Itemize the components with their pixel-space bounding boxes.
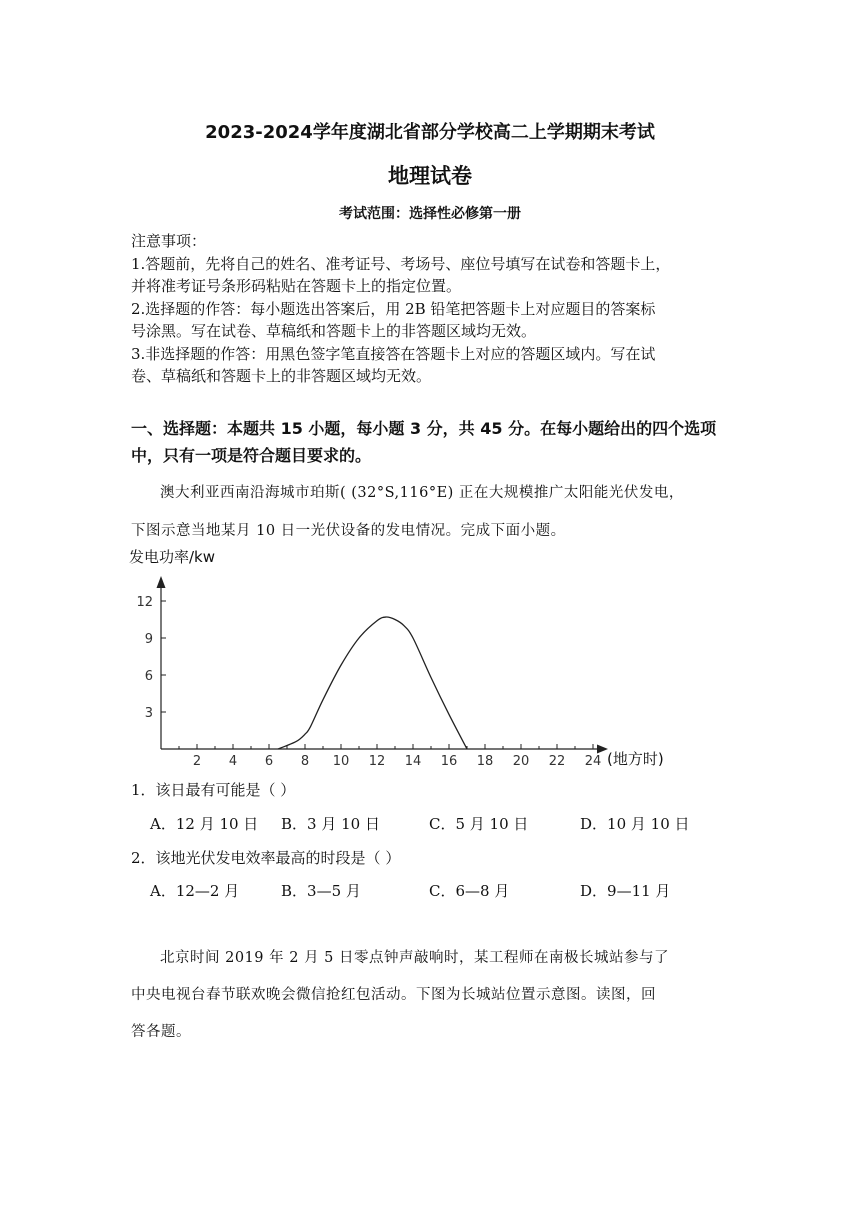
section-heading-cont: 中，只有一项是符合题目要求的。 bbox=[131, 446, 372, 465]
x-tick-label: 2 bbox=[192, 754, 202, 769]
power-chart bbox=[120, 540, 700, 780]
question-1-option-c: C．5 月 10 日 bbox=[429, 815, 529, 833]
x-tick-label: 4 bbox=[228, 754, 238, 769]
y-tick-label: 12 bbox=[136, 595, 153, 611]
notes-line: 卷、草稿纸和答题卡上的非答题区域均无效。 bbox=[131, 367, 432, 385]
question-2-option-a: A．12—2 月 bbox=[150, 882, 240, 900]
exam-title: 2023-2024学年度湖北省部分学校高二上学期期末考试 bbox=[205, 122, 655, 143]
x-tick-label: 18 bbox=[476, 754, 494, 769]
x-tick-label: 10 bbox=[332, 754, 350, 769]
question-2-option-b: B．3—5 月 bbox=[281, 882, 361, 900]
power-curve bbox=[278, 617, 467, 749]
question-1-option-b: B．3 月 10 日 bbox=[281, 815, 380, 833]
x-tick-label: 20 bbox=[512, 754, 530, 769]
passage-line: 下图示意当地某月 10 日一光伏设备的发电情况。完成下面小题。 bbox=[131, 523, 566, 539]
x-tick-label: 6 bbox=[264, 754, 274, 769]
question-1-option-d: D．10 月 10 日 bbox=[580, 815, 690, 833]
question-2-option-d: D．9—11 月 bbox=[580, 882, 671, 900]
y-tick-label: 6 bbox=[144, 669, 153, 685]
notes-line: 并将准考证号条形码粘贴在答题卡上的指定位置。 bbox=[131, 277, 462, 295]
x-tick-label: 24 bbox=[584, 754, 602, 769]
subject-title: 地理试卷 bbox=[388, 164, 472, 188]
notes-heading: 注意事项： bbox=[131, 232, 207, 250]
passage-2-line: 北京时间 2019 年 2 月 5 日零点钟声敲响时，某工程师在南极长城站参与了 bbox=[160, 950, 670, 966]
notes-line: 3.非选择题的作答：用黑色签字笔直接答在答题卡上对应的答题区域内。写在试 bbox=[131, 345, 656, 363]
question-1-stem: 1．该日最有可能是（ ） bbox=[131, 781, 296, 799]
x-tick-label: 22 bbox=[548, 754, 566, 769]
x-tick-label: 14 bbox=[404, 754, 422, 769]
y-axis-arrow bbox=[157, 576, 166, 588]
question-1-option-a: A．12 月 10 日 bbox=[150, 815, 259, 833]
passage-2-line: 中央电视台春节联欢晚会微信抢红包活动。下图为长城站位置示意图。读图，回 bbox=[131, 987, 656, 1003]
passage-line: 澳大利亚西南沿海城市珀斯( (32°S,116°E) 正在大规模推广太阳能光伏发电， bbox=[160, 485, 684, 501]
y-tick-label: 3 bbox=[144, 706, 153, 722]
x-tick-label: 8 bbox=[300, 754, 310, 769]
notes-line: 1.答题前，先将自己的姓名、准考证号、考场号、座位号填写在试卷和答题卡上， bbox=[131, 255, 671, 273]
passage-2-line: 答各题。 bbox=[131, 1024, 191, 1040]
y-axis-label: 发电功率/kw bbox=[129, 548, 216, 566]
x-axis-label: (地方时) bbox=[607, 750, 664, 768]
notes-line: 号涂黑。写在试卷、草稿纸和答题卡上的非答题区域均无效。 bbox=[131, 322, 537, 340]
x-tick-label: 16 bbox=[440, 754, 458, 769]
notes-line: 2.选择题的作答：每小题选出答案后，用 2B 铅笔把答题卡上对应题目的答案标 bbox=[131, 300, 656, 318]
y-tick-label: 9 bbox=[144, 632, 153, 648]
question-2-stem: 2．该地光伏发电效率最高的时段是（ ） bbox=[131, 849, 401, 867]
question-2-option-c: C．6—8 月 bbox=[429, 882, 510, 900]
x-tick-label: 12 bbox=[368, 754, 386, 769]
exam-scope: 考试范围：选择性必修第一册 bbox=[339, 206, 521, 222]
section-heading: 一、选择题：本题共 15 小题，每小题 3 分，共 45 分。在每小题给出的四个选项 bbox=[131, 419, 717, 438]
